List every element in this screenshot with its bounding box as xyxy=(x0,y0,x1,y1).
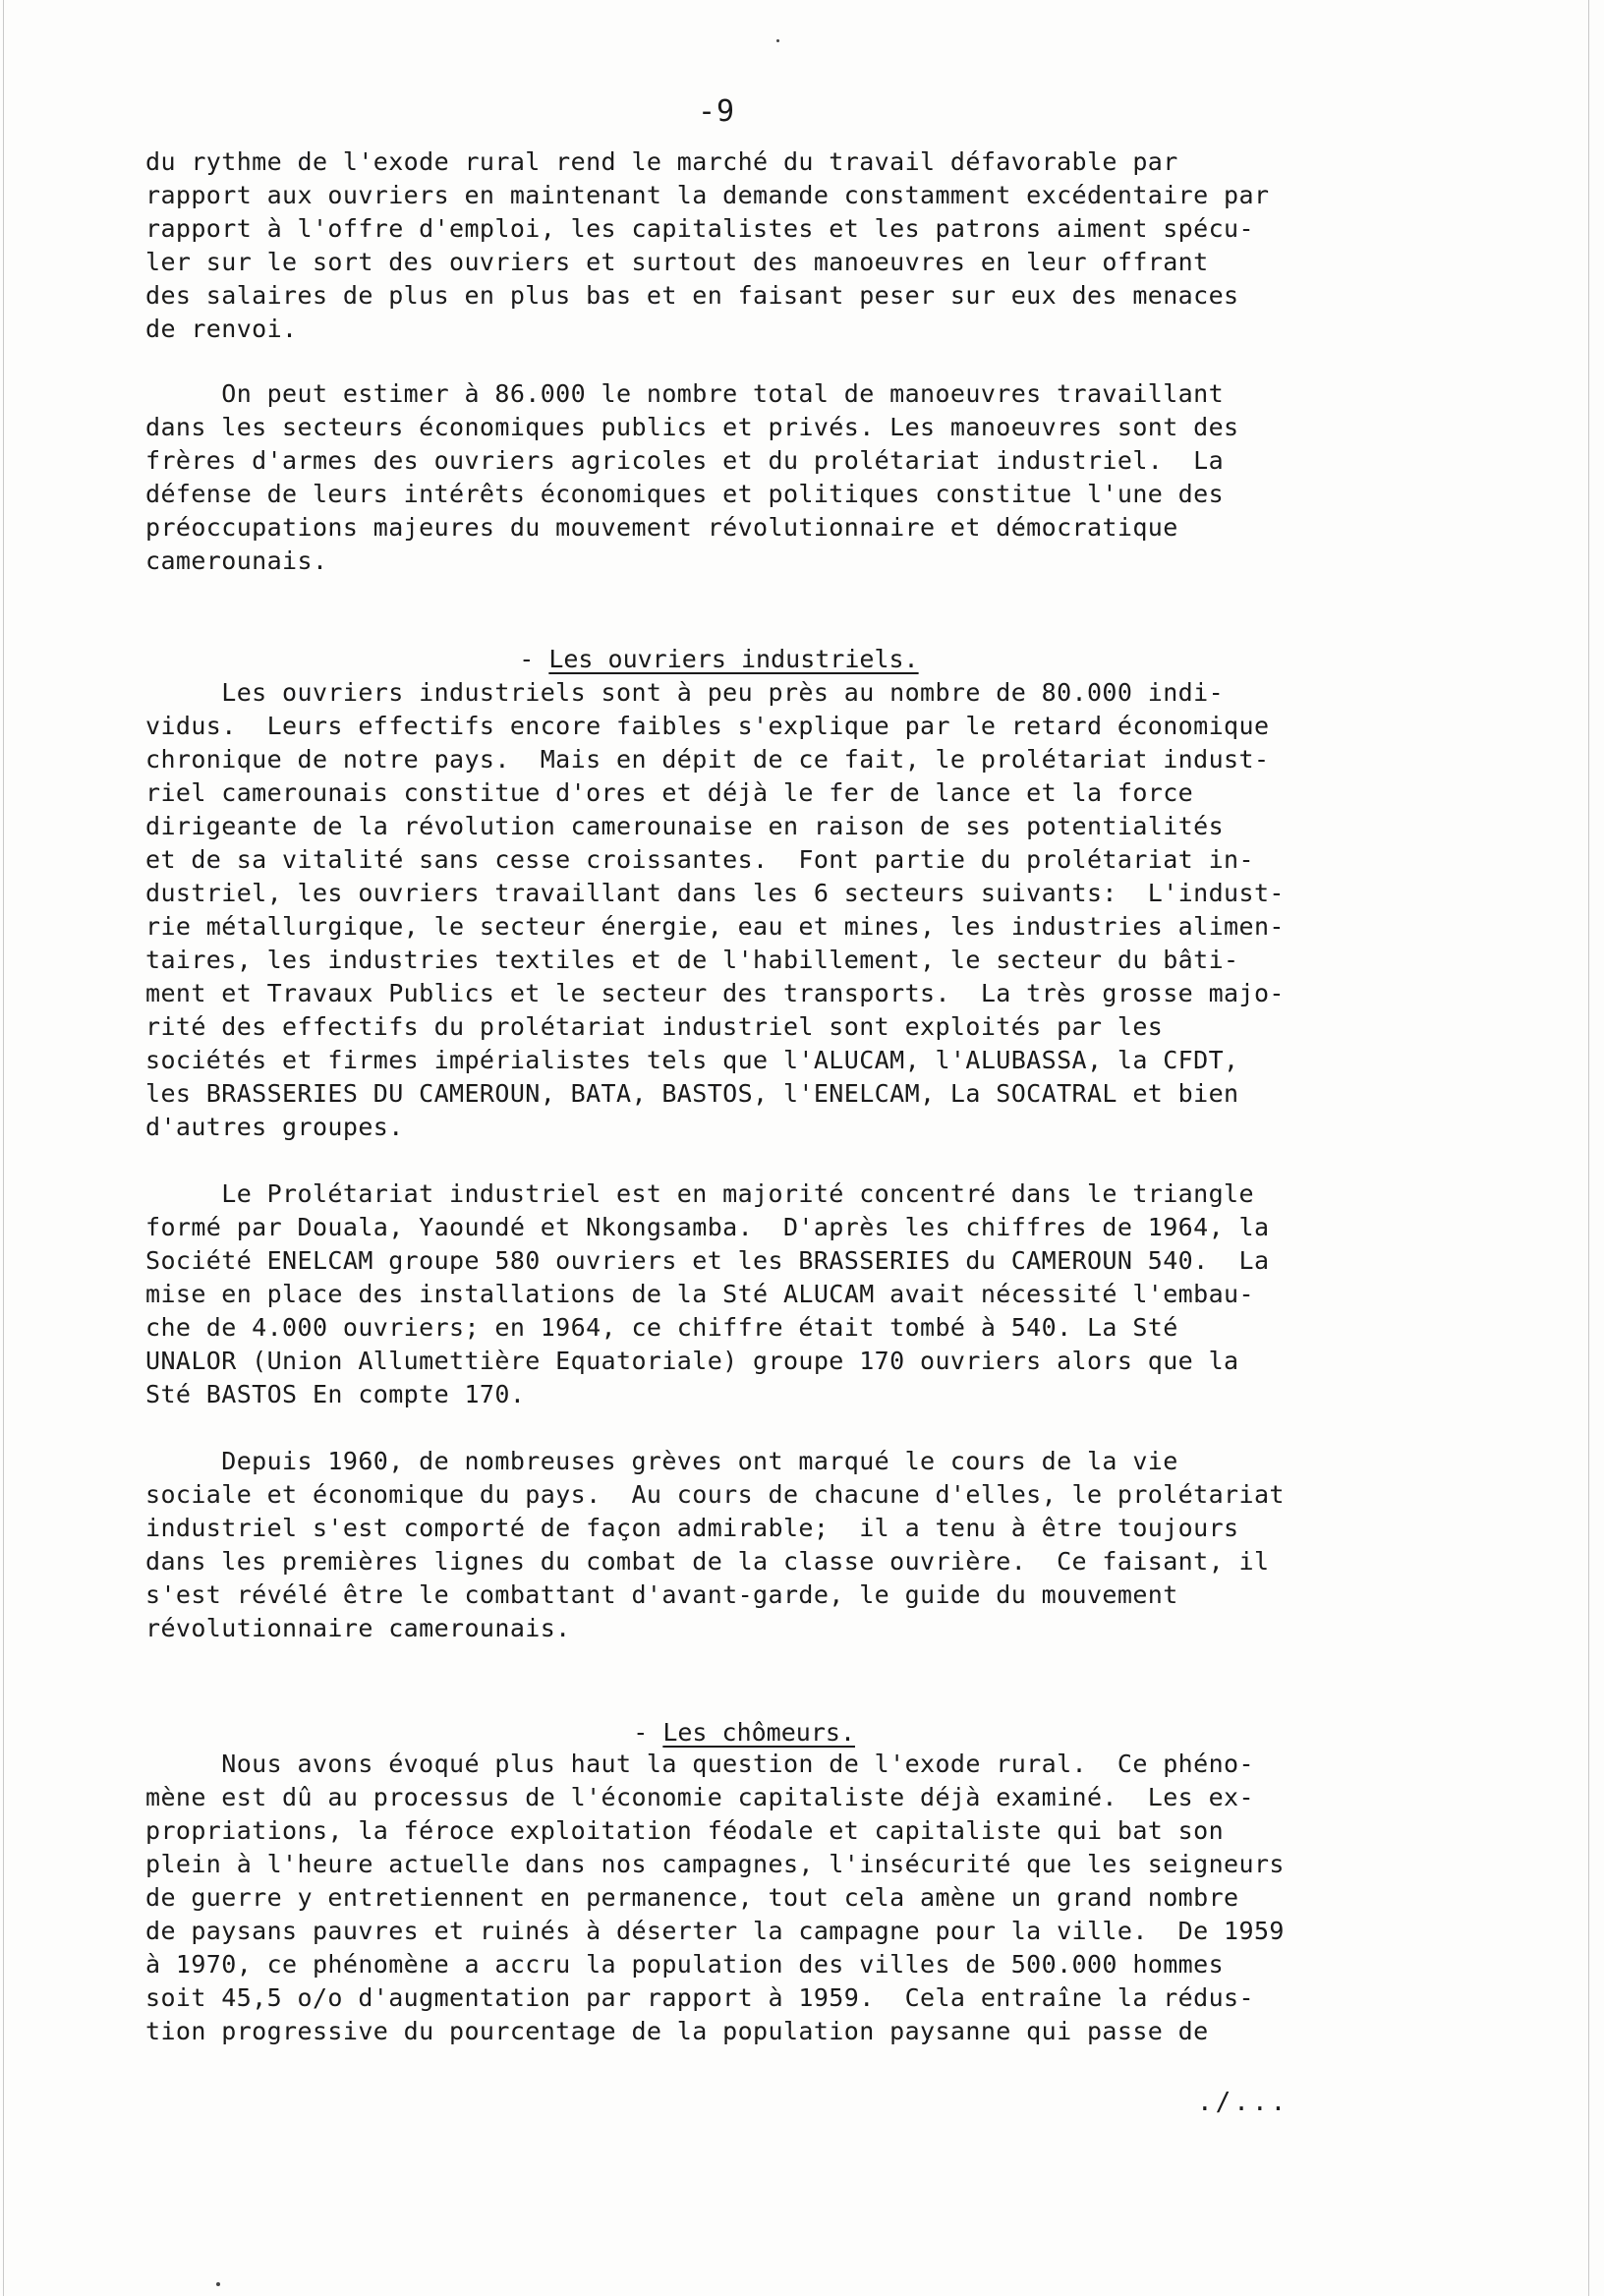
text-line: soit 45,5 o/o d'augmentation par rapport à 1959. Cela entraîne la rédus- xyxy=(145,1983,1254,2012)
paragraph-2 xyxy=(145,377,1453,578)
text-line: d'autres groupes. xyxy=(145,1113,404,1141)
text-line: plein à l'heure actuelle dans nos campagnes, l'insécurité que les seigneurs xyxy=(145,1850,1285,1878)
text-line: Le Prolétariat industriel est en majorité concentré dans le triangle xyxy=(145,1179,1254,1208)
text-line: dans les premières lignes du combat de la classe ouvrière. Ce faisant, il xyxy=(145,1547,1270,1576)
section-heading-ouvriers-industriels xyxy=(460,609,919,673)
section-heading-chomeurs xyxy=(574,1683,855,1747)
text-line: riel camerounais constitue d'ores et déjà le fer de lance et la force xyxy=(145,778,1194,807)
text-line: frères d'armes des ouvriers agricoles et du prolétariat industriel. La xyxy=(145,446,1225,475)
text-line: de renvoi. xyxy=(145,315,298,343)
text-line: vidus. Leurs effectifs encore faibles s'explique par le retard économique xyxy=(145,712,1270,740)
text-line: rie métallurgique, le secteur énergie, eau et mines, les industries alimen- xyxy=(145,912,1285,941)
text-line: mise en place des installations de la Sté ALUCAM avait nécessité l'embau- xyxy=(145,1280,1254,1308)
text-line: du rythme de l'exode rural rend le marché du travail défavorable par xyxy=(145,147,1178,176)
paragraph-3 xyxy=(145,676,1453,1144)
paragraph-6 xyxy=(145,1748,1453,2048)
text-line: propriations, la féroce exploitation féodale et capitaliste qui bat son xyxy=(145,1816,1225,1845)
text-line: Sté BASTOS En compte 170. xyxy=(145,1380,526,1408)
text-line: che de 4.000 ouvriers; en 1964, ce chiffre était tombé à 540. La Sté xyxy=(145,1313,1178,1342)
text-line: Société ENELCAM groupe 580 ouvriers et les BRASSERIES du CAMEROUN 540. La xyxy=(145,1246,1270,1275)
text-line: formé par Douala, Yaoundé et Nkongsamba. D'après les chiffres de 1964, la xyxy=(145,1213,1270,1241)
text-line: et de sa vitalité sans cesse croissantes. Font partie du prolétariat in- xyxy=(145,845,1254,874)
heading-dash: - xyxy=(519,645,549,673)
text-line: sociétés et firmes impérialistes tels que l'ALUCAM, l'ALUBASSA, la CFDT, xyxy=(145,1046,1239,1074)
text-line: tion progressive du pourcentage de la population paysanne qui passe de xyxy=(145,2017,1209,2045)
text-line: rapport à l'offre d'emploi, les capitalistes et les patrons aiment spécu- xyxy=(145,214,1254,243)
text-line: rité des effectifs du prolétariat industriel sont exploités par les xyxy=(145,1012,1164,1041)
heading-dash: - xyxy=(633,1718,663,1747)
heading-text: Les ouvriers industriels. xyxy=(548,645,919,673)
text-line: ment et Travaux Publics et le secteur des transports. La très grosse majo- xyxy=(145,979,1285,1007)
text-line: révolutionnaire camerounais. xyxy=(145,1614,571,1642)
page-number: -9 xyxy=(698,94,736,129)
continued-mark: ./... xyxy=(1197,2088,1289,2117)
paragraph-1 xyxy=(145,145,1453,346)
heading-text: Les chômeurs. xyxy=(662,1718,855,1747)
scan-speck xyxy=(776,39,779,42)
text-line: défense de leurs intérêts économiques et politiques constitue l'une des xyxy=(145,480,1225,508)
text-line: rapport aux ouvriers en maintenant la demande constamment excédentaire par xyxy=(145,181,1270,209)
text-line: UNALOR (Union Allumettière Equatoriale) groupe 170 ouvriers alors que la xyxy=(145,1347,1239,1375)
paragraph-4 xyxy=(145,1177,1453,1411)
scan-speck xyxy=(216,2282,220,2286)
text-line: Nous avons évoqué plus haut la question de l'exode rural. Ce phéno- xyxy=(145,1750,1254,1778)
text-line: On peut estimer à 86.000 le nombre total de manoeuvres travaillant xyxy=(145,379,1225,408)
text-line: les BRASSERIES DU CAMEROUN, BATA, BASTOS, l'ENELCAM, La SOCATRAL et bien xyxy=(145,1079,1239,1108)
scan-edge-right xyxy=(1588,0,1589,2296)
paragraph-5 xyxy=(145,1445,1453,1645)
text-line: dustriel, les ouvriers travaillant dans les 6 secteurs suivants: L'indust- xyxy=(145,879,1285,907)
text-line: préoccupations majeures du mouvement révolutionnaire et démocratique xyxy=(145,513,1178,542)
text-line: ler sur le sort des ouvriers et surtout des manoeuvres en leur offrant xyxy=(145,248,1209,276)
text-line: à 1970, ce phénomène a accru la population des villes de 500.000 hommes xyxy=(145,1950,1225,1979)
text-line: de paysans pauvres et ruinés à déserter la campagne pour la ville. De 1959 xyxy=(145,1917,1285,1945)
text-line: dans les secteurs économiques publics et privés. Les manoeuvres sont des xyxy=(145,413,1239,441)
text-line: industriel s'est comporté de façon admirable; il a tenu à être toujours xyxy=(145,1514,1239,1542)
text-line: des salaires de plus en plus bas et en faisant peser sur eux des menaces xyxy=(145,281,1239,310)
scan-edge-left xyxy=(3,0,4,2296)
text-line: camerounais. xyxy=(145,546,328,575)
text-line: de guerre y entretiennent en permanence, tout cela amène un grand nombre xyxy=(145,1883,1239,1912)
text-line: dirigeante de la révolution camerounaise en raison de ses potentialités xyxy=(145,812,1225,840)
text-line: taires, les industries textiles et de l'habillement, le secteur du bâti- xyxy=(145,946,1239,974)
text-line: s'est révélé être le combattant d'avant-garde, le guide du mouvement xyxy=(145,1580,1178,1609)
text-line: Depuis 1960, de nombreuses grèves ont marqué le cours de la vie xyxy=(145,1447,1178,1475)
text-line: chronique de notre pays. Mais en dépit de ce fait, le prolétariat indust- xyxy=(145,745,1270,774)
text-line: mène est dû au processus de l'économie capitaliste déjà examiné. Les ex- xyxy=(145,1783,1254,1811)
text-line: sociale et économique du pays. Au cours de chacune d'elles, le prolétariat xyxy=(145,1480,1285,1509)
text-line: Les ouvriers industriels sont à peu près au nombre de 80.000 indi- xyxy=(145,678,1225,707)
